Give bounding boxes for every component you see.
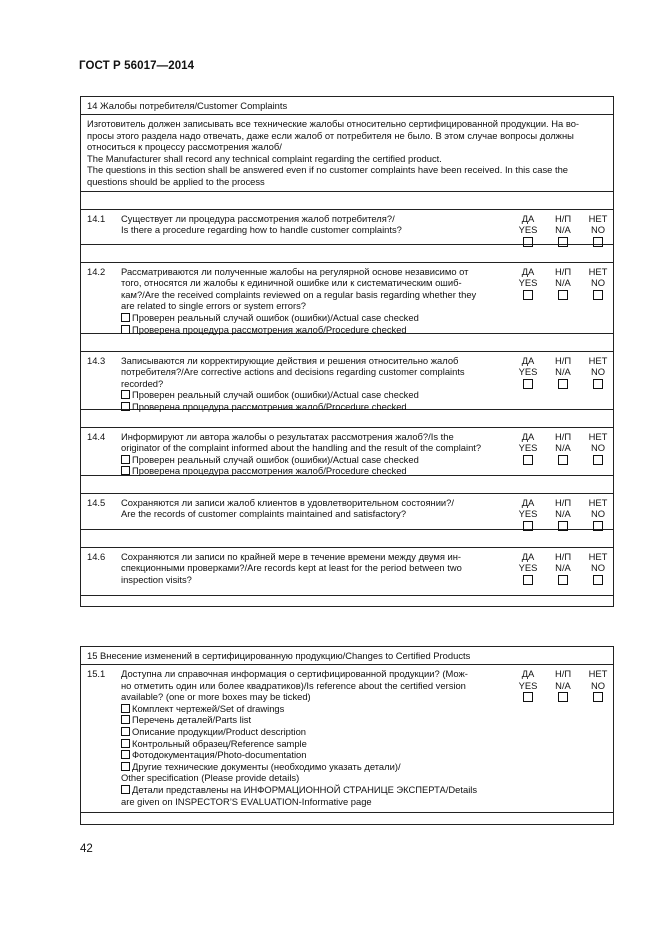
document-header: ГОСТ Р 56017—2014 xyxy=(79,60,195,72)
intro-line: The Manufacturer shall record any technical complaint regarding the certified product. xyxy=(87,152,442,164)
checkbox-label: Проверена процедура рассмотрения жалоб/Procedure checked xyxy=(132,323,407,335)
no-checkbox[interactable] xyxy=(593,379,603,389)
option-yes xyxy=(511,551,545,585)
question-text xyxy=(121,497,503,520)
yes-checkbox[interactable] xyxy=(523,379,533,389)
option-label-en: NO xyxy=(590,562,606,574)
checkbox-label: Проверен реальный случай ошибок (ошибки)/Actual case checked xyxy=(132,311,419,323)
yes-checkbox[interactable] xyxy=(523,290,533,300)
spacer-row xyxy=(81,245,613,263)
question-line: Записываются ли корректирующие действия и решения относительно жалоб xyxy=(121,354,459,366)
option-label-ru: НЕТ xyxy=(588,550,608,562)
question-line: recorded? xyxy=(121,377,164,389)
option-label-en: NO xyxy=(590,442,606,454)
checkbox[interactable] xyxy=(121,325,130,334)
option-label-ru: ДА xyxy=(521,668,535,679)
section-15-title: 15 Внесение изменений в сертифицированную продукцию/Changes to Certified Products xyxy=(81,647,613,665)
option-na xyxy=(546,668,580,702)
option-no xyxy=(581,497,615,531)
na-checkbox[interactable] xyxy=(558,379,568,389)
option-label-ru: ДА xyxy=(521,550,535,562)
option-no xyxy=(581,355,615,389)
option-label-en: N/A xyxy=(555,679,571,691)
checkbox-label: Другие технические документы (необходимо указать детали)/ xyxy=(132,760,401,772)
question-line: Are the records of customer complaints maintained and satisfactory? xyxy=(121,508,407,520)
option-na xyxy=(546,431,580,465)
question-row xyxy=(81,210,613,245)
checkbox[interactable] xyxy=(121,455,130,464)
question-line: Other specification (Please provide details) xyxy=(121,772,300,784)
option-label-en: YES xyxy=(518,442,538,454)
checkbox-label: Проверен реальный случай ошибок (ошибки)/Actual case checked xyxy=(132,453,419,465)
question-row xyxy=(81,494,613,530)
question-line: inspection visits? xyxy=(121,573,192,585)
spacer-row xyxy=(81,334,613,352)
option-label-ru: НЕТ xyxy=(588,265,608,277)
option-label-ru: Н/П xyxy=(554,265,572,277)
option-label-en: NO xyxy=(590,224,606,236)
reference-checkbox-row[interactable] xyxy=(121,714,503,726)
option-na xyxy=(546,497,580,531)
option-label-ru: Н/П xyxy=(554,668,572,679)
option-label-ru: НЕТ xyxy=(588,354,608,366)
option-label-ru: ДА xyxy=(521,212,535,224)
checkbox-label: Проверена процедура рассмотрения жалоб/Procedure checked xyxy=(132,400,407,412)
no-checkbox[interactable] xyxy=(593,575,603,585)
question-text xyxy=(121,213,503,236)
checkbox-label: Перечень деталей/Parts list xyxy=(132,714,252,726)
checkbox-label: Фотодокументация/Photo-documentation xyxy=(132,749,307,761)
question-number: 14.4 xyxy=(87,430,106,442)
evidence-checkbox-row[interactable] xyxy=(121,312,503,324)
question-line: потребителя?/Are corrective actions and decisions regarding customer complaints xyxy=(121,366,465,378)
question-text xyxy=(121,551,503,586)
checkbox-label: Детали представлены на ИНФОРМАЦИОННОЙ СТРАНИЦЕ ЭКСПЕРТА/Details xyxy=(132,783,478,795)
option-label-ru: ДА xyxy=(521,354,535,366)
option-label-ru: НЕТ xyxy=(588,496,608,508)
option-label-en: N/A xyxy=(555,562,571,574)
option-yes xyxy=(511,497,545,531)
option-label-en: YES xyxy=(518,562,538,574)
option-label-ru: ДА xyxy=(521,496,535,508)
spacer-row xyxy=(81,596,613,606)
option-label-en: YES xyxy=(518,366,538,378)
reference-checkbox-row[interactable] xyxy=(121,749,503,761)
question-number: 14.3 xyxy=(87,354,106,366)
question-line: Сохраняются ли записи по крайней мере в течение времени между двумя ин- xyxy=(121,550,462,562)
no-checkbox[interactable] xyxy=(593,455,603,465)
question-number: 14.2 xyxy=(87,265,106,277)
option-label-en: N/A xyxy=(555,224,571,236)
question-line: originator of the complaint informed about the handling and the result of the complaint? xyxy=(121,442,482,454)
question-line: того, относятся ли жалобы к единичной ошибке или к систематическим ошиб- xyxy=(121,277,462,289)
na-checkbox[interactable] xyxy=(558,455,568,465)
question-line: Информируют ли автора жалобы о результатах рассмотрения жалоб?/Is the xyxy=(121,430,454,442)
checkbox-label: Проверен реальный случай ошибок (ошибки)/Actual case checked xyxy=(132,389,419,401)
option-label-ru: Н/П xyxy=(554,212,572,224)
evidence-checkbox-row[interactable] xyxy=(121,389,503,401)
question-line: are given on INSPECTOR’S EVALUATION-Informative page xyxy=(121,795,372,807)
question-line: Доступна ли справочная информация о сертифицированной продукции? (Мож- xyxy=(121,668,468,679)
question-number: 14.5 xyxy=(87,496,106,508)
spacer-row xyxy=(81,530,613,548)
question-number: 14.6 xyxy=(87,550,106,562)
question-row xyxy=(81,548,613,596)
no-checkbox[interactable] xyxy=(593,692,603,702)
intro-line: Изготовитель должен записывать все технические жалобы относительно сертифицированной продукции. На во- xyxy=(87,118,580,129)
reference-checkbox-row[interactable] xyxy=(121,726,503,738)
question-line: спекционными проверками?/Are records kept at least for the period between two xyxy=(121,562,462,574)
section-14-table xyxy=(80,96,614,607)
checkbox[interactable] xyxy=(121,750,130,759)
question-line: но отметить один или более квадратиков)/Is reference about the certified version xyxy=(121,679,466,691)
spacer-row xyxy=(81,813,613,824)
option-yes xyxy=(511,355,545,389)
section-14-title: 14 Жалобы потребителя/Customer Complaints xyxy=(81,97,613,115)
option-na xyxy=(546,355,580,389)
option-na xyxy=(546,551,580,585)
checkbox[interactable] xyxy=(121,727,130,736)
option-no xyxy=(581,266,615,300)
option-label-en: NO xyxy=(590,366,606,378)
option-yes xyxy=(511,213,545,247)
option-no xyxy=(581,668,615,702)
intro-line: The questions in this section shall be answered even if no customer complaints have been received. In this case the xyxy=(87,164,568,176)
checkbox-label: Контрольный образец/Reference sample xyxy=(132,737,307,749)
checkbox[interactable] xyxy=(121,313,130,322)
checkbox-label: Комплект чертежей/Set of drawings xyxy=(132,702,285,714)
intro-line: questions should be applied to the process xyxy=(87,175,265,187)
checkbox-label: Описание продукции/Product description xyxy=(132,725,306,737)
evidence-checkbox-row[interactable] xyxy=(121,454,503,466)
section-14-intro xyxy=(81,115,613,192)
question-number: 14.1 xyxy=(87,212,106,224)
option-label-ru: НЕТ xyxy=(588,430,608,442)
question-line: Существует ли процедура рассмотрения жалоб потребителя?/ xyxy=(121,212,395,224)
answer-options xyxy=(511,551,611,591)
option-label-en: YES xyxy=(518,508,538,520)
option-no xyxy=(581,551,615,585)
reference-checkbox-row[interactable] xyxy=(121,738,503,750)
option-label-en: N/A xyxy=(555,277,571,289)
option-no xyxy=(581,213,615,247)
option-label-ru: Н/П xyxy=(554,430,572,442)
checkbox-label: Проверена процедура рассмотрения жалоб/Procedure checked xyxy=(132,465,407,477)
reference-checkbox-row[interactable] xyxy=(121,703,503,715)
intro-line: просы этого раздела надо отвечать, даже если жалоб от потребителя не было. В этом случае вопросы должны xyxy=(87,129,574,141)
spacer-row xyxy=(81,476,613,494)
question-line: кам?/Are the received complaints reviewed on a regular basis regarding whether they xyxy=(121,288,477,300)
option-label-ru: ДА xyxy=(521,430,535,442)
question-line: available? (one or more boxes may be ticked) xyxy=(121,691,311,703)
details-checkbox-row[interactable] xyxy=(121,784,503,796)
answer-options xyxy=(511,355,611,395)
option-yes xyxy=(511,266,545,300)
option-label-en: YES xyxy=(518,679,538,691)
question-text xyxy=(121,355,503,413)
na-checkbox[interactable] xyxy=(558,575,568,585)
option-yes xyxy=(511,668,545,702)
section-15-table xyxy=(80,646,614,825)
option-label-ru: НЕТ xyxy=(588,212,608,224)
option-yes xyxy=(511,431,545,465)
option-label-en: NO xyxy=(590,508,606,520)
checkbox[interactable] xyxy=(121,390,130,399)
spacer-row xyxy=(81,192,613,210)
answer-options xyxy=(511,431,611,471)
no-checkbox[interactable] xyxy=(593,290,603,300)
option-no xyxy=(581,431,615,465)
intro-line: относиться к процессу рассмотрения жалоб/ xyxy=(87,141,282,153)
question-text xyxy=(121,668,503,807)
checkbox[interactable] xyxy=(121,762,130,771)
option-label-en: NO xyxy=(590,277,606,289)
question-line: Is there a procedure regarding how to handle customer complaints? xyxy=(121,224,402,236)
question-row-15-1 xyxy=(81,665,613,813)
question-line: Рассматриваются ли полученные жалобы на регулярной основе независимо от xyxy=(121,265,469,277)
question-row xyxy=(81,352,613,410)
checkbox[interactable] xyxy=(121,704,130,713)
spacer-row xyxy=(81,410,613,428)
option-label-ru: Н/П xyxy=(554,496,572,508)
option-label-en: YES xyxy=(518,224,538,236)
yes-checkbox[interactable] xyxy=(523,575,533,585)
yes-checkbox[interactable] xyxy=(523,692,533,702)
question-row xyxy=(81,428,613,476)
option-label-en: NO xyxy=(590,679,606,691)
option-label-ru: НЕТ xyxy=(588,668,608,679)
na-checkbox[interactable] xyxy=(558,290,568,300)
question-line: are related to single errors or system errors? xyxy=(121,300,306,312)
option-na xyxy=(546,213,580,247)
question-text xyxy=(121,266,503,336)
checkbox[interactable] xyxy=(121,785,130,794)
na-checkbox[interactable] xyxy=(558,692,568,702)
answer-options xyxy=(511,266,611,306)
question-text xyxy=(121,431,503,477)
reference-checkbox-row[interactable] xyxy=(121,761,503,773)
checkbox[interactable] xyxy=(121,466,130,475)
question-row xyxy=(81,263,613,334)
option-na xyxy=(546,266,580,300)
checkbox[interactable] xyxy=(121,715,130,724)
option-label-en: N/A xyxy=(555,442,571,454)
option-label-en: YES xyxy=(518,277,538,289)
question-number: 15.1 xyxy=(87,668,106,679)
option-label-ru: Н/П xyxy=(554,550,572,562)
page-number: 42 xyxy=(80,843,93,855)
question-line: Сохраняются ли записи жалоб клиентов в удовлетворительном состоянии?/ xyxy=(121,496,454,508)
yes-checkbox[interactable] xyxy=(523,455,533,465)
option-label-ru: Н/П xyxy=(554,354,572,366)
answer-options xyxy=(511,668,611,708)
option-label-en: N/A xyxy=(555,366,571,378)
option-label-en: N/A xyxy=(555,508,571,520)
checkbox[interactable] xyxy=(121,739,130,748)
option-label-ru: ДА xyxy=(521,265,535,277)
